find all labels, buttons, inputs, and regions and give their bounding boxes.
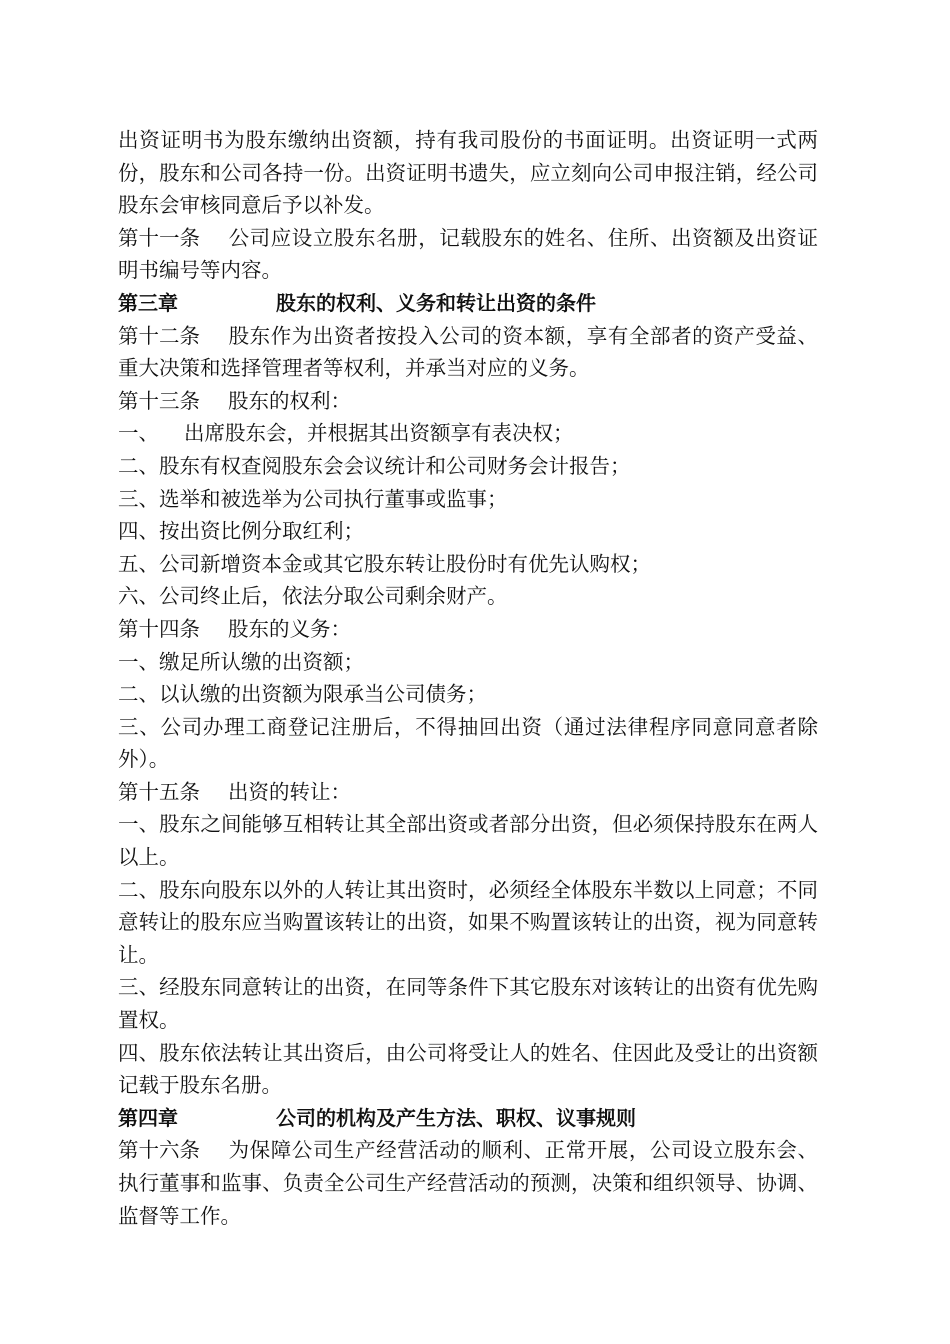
article-label: 第十三条 xyxy=(118,388,200,413)
list-item: 一、股东之间能够互相转让其全部出资或者部分出资，但必须保持股东在两人以上。 xyxy=(118,812,818,870)
article-11 xyxy=(118,222,818,287)
chapter-4-heading xyxy=(118,1102,818,1135)
chapter-number: 第四章 xyxy=(118,1105,178,1130)
article-text: 股东的义务： xyxy=(228,616,351,641)
article-13 xyxy=(118,385,818,418)
article-text: 股东作为出资者按投入公司的资本额，享有全部者的资产受益、重大决策和选择管理者等权利，并承当对应的义务。 xyxy=(118,323,818,381)
article-14 xyxy=(118,613,818,646)
list-item: 四、按出资比例分取红利； xyxy=(118,519,364,544)
list-item: 二、股东向股东以外的人转让其出资时，必须经全体股东半数以上同意；不同意转让的股东应当购置该转让的出资，如果不购置该转让的出资，视为同意转让。 xyxy=(118,877,818,967)
item-label: 一、 xyxy=(118,421,159,446)
chapter-title: 公司的机构及产生方法、职权、议事规则 xyxy=(276,1105,636,1130)
list-item: 一、缴足所认缴的出资额； xyxy=(118,649,364,674)
list-item: 三、经股东同意转让的出资，在同等条件下其它股东对该转让的出资有优先购置权。 xyxy=(118,975,818,1033)
article-label: 第十二条 xyxy=(118,323,200,348)
list-item: 三、选举和被选举为公司执行董事或监事； xyxy=(118,486,508,511)
list-item: 五、公司新增资本金或其它股东转让股份时有优先认购权； xyxy=(118,551,651,576)
article-label: 第十六条 xyxy=(118,1138,200,1163)
article-text: 出资的转让： xyxy=(228,779,351,804)
list-item: 三、公司办理工商登记注册后，不得抽回出资（通过法律程序同意同意者除外）。 xyxy=(118,714,818,772)
list-item: 六、公司终止后，依法分取公司剩余财产。 xyxy=(118,584,508,609)
list-item: 四、股东依法转让其出资后，由公司将受让人的姓名、住因此及受让的出资额记载于股东名册。 xyxy=(118,1040,818,1098)
article-label: 第十一条 xyxy=(118,225,200,250)
article-label: 第十五条 xyxy=(118,779,200,804)
list-item: 二、股东有权查阅股东会会议统计和公司财务会计报告； xyxy=(118,453,631,478)
article-label: 第十四条 xyxy=(118,616,200,641)
article-text: 公司应设立股东名册，记载股东的姓名、住所、出资额及出资证明书编号等内容。 xyxy=(118,225,818,283)
chapter-3-heading xyxy=(118,287,818,320)
article-15 xyxy=(118,776,818,809)
chapter-number: 第三章 xyxy=(118,290,178,315)
item-text: 出席股东会，并根据其出资额享有表决权； xyxy=(184,421,574,446)
article-12 xyxy=(118,320,818,385)
paragraph-capital-certificate: 出资证明书为股东缴纳出资额，持有我司股份的书面证明。出资证明一式两份，股东和公司各持一份。出资证明书遗失，应立刻向公司申报注销，经公司股东会审核同意后予以补发。 xyxy=(118,128,818,218)
document-page xyxy=(118,124,818,1232)
article-text: 股东的权利： xyxy=(228,388,351,413)
article-16 xyxy=(118,1134,818,1232)
list-item xyxy=(118,417,818,450)
article-text: 为保障公司生产经营活动的顺利、正常开展，公司设立股东会、执行董事和监事、负责全公司生产经营活动的预测，决策和组织领导、协调、监督等工作。 xyxy=(118,1138,818,1228)
list-item: 二、以认缴的出资额为限承当公司债务； xyxy=(118,682,487,707)
chapter-title: 股东的权利、义务和转让出资的条件 xyxy=(276,290,596,315)
